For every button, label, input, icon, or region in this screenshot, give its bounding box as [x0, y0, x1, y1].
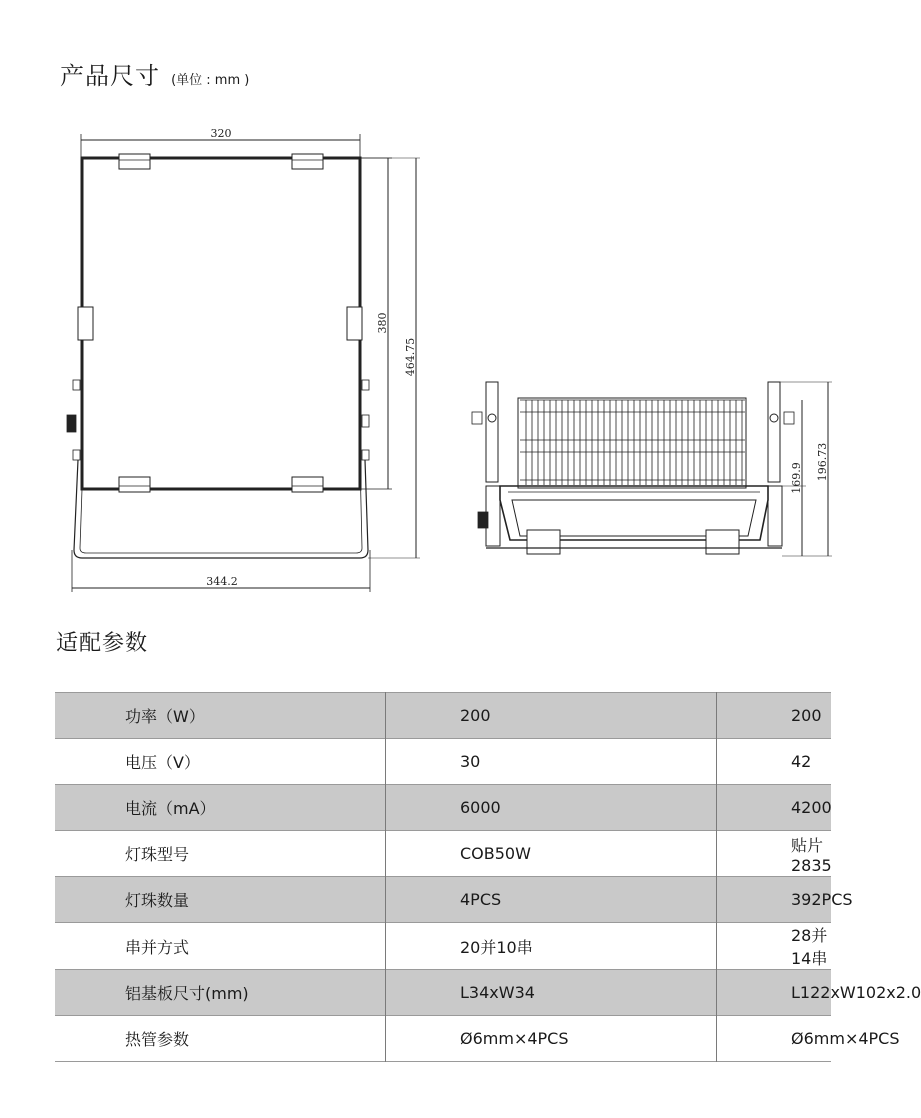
dim-front-width: 320	[210, 127, 232, 140]
dim-front-height: 380	[376, 312, 389, 334]
side-view	[472, 382, 832, 556]
dim-bracket-width: 344.2	[206, 575, 238, 588]
params-title: 适配参数	[56, 631, 149, 656]
row-value-2: Ø6mm×4PCS	[717, 1016, 832, 1062]
row-label: 功率（W）	[55, 693, 386, 739]
row-label: 串并方式	[125, 937, 190, 957]
row-value-2: 4200	[717, 785, 832, 831]
row-value-1: L34xW34	[386, 970, 717, 1016]
table-row	[55, 785, 831, 831]
row-value-2: L122xW102x2.0	[717, 970, 832, 1016]
table-row	[55, 739, 831, 785]
table-row	[55, 877, 831, 923]
params-table	[55, 692, 921, 1062]
row-value-1: 200	[386, 693, 717, 739]
row-label: 铝基板尺寸(mm)	[55, 970, 386, 1016]
dim-side-height: 169.9	[790, 462, 803, 494]
table-row	[55, 831, 831, 877]
table-row	[55, 693, 831, 739]
row-value-1: 20并10串	[386, 923, 717, 970]
table-row	[55, 970, 831, 1016]
dim-side-overall-height: 196.73	[816, 442, 829, 482]
row-label: 灯珠数量	[55, 877, 386, 923]
row-value-1: 30	[386, 739, 717, 785]
dim-overall-height: 464.75	[404, 337, 417, 377]
table-row	[55, 923, 831, 970]
row-label: 电流（mA）	[55, 785, 386, 831]
page-title: 产品尺寸	[60, 62, 160, 90]
row-value-1: 4PCS	[386, 877, 717, 923]
table-row	[55, 1016, 831, 1062]
front-view	[67, 134, 420, 592]
row-value-2: 28并14串	[717, 923, 832, 970]
row-label: 电压（V）	[125, 753, 200, 772]
row-label: 热管参数	[125, 1030, 190, 1049]
row-value-2: 42	[717, 739, 832, 785]
row-label: 灯珠型号	[125, 845, 190, 864]
row-value-1: COB50W	[386, 831, 717, 877]
unit-note: (单位 : mm )	[171, 73, 250, 88]
row-value-2: 贴片2835	[717, 831, 832, 877]
row-value-2: 392PCS	[717, 877, 832, 923]
row-value-1: 6000	[386, 785, 717, 831]
row-value-2: 200	[717, 693, 832, 739]
row-value-1: Ø6mm×4PCS	[386, 1016, 717, 1062]
